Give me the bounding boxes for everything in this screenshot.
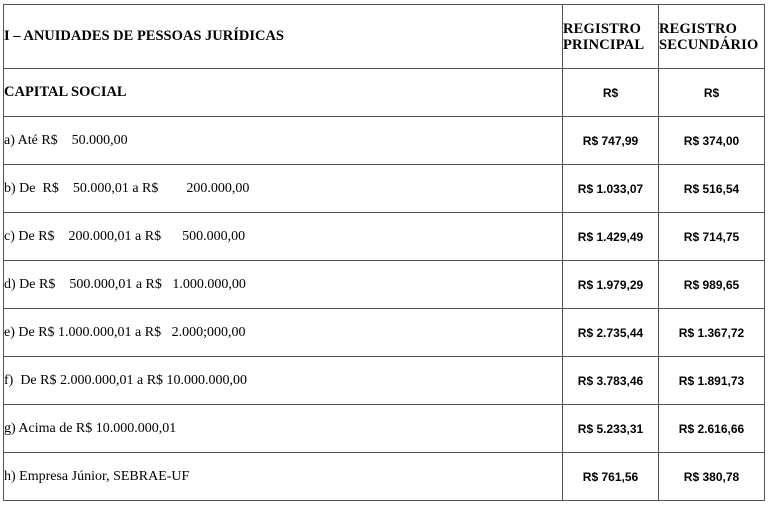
principal-value: R$ 761,56 bbox=[563, 453, 659, 501]
column-header-secundario bbox=[659, 5, 765, 69]
column-header-secundario-line1: REGISTRO bbox=[659, 20, 738, 37]
capital-social-label: CAPITAL SOCIAL bbox=[4, 69, 563, 117]
secundario-value: R$ 714,75 bbox=[659, 213, 765, 261]
principal-value: R$ 747,99 bbox=[563, 117, 659, 165]
principal-value: R$ 1.429,49 bbox=[563, 213, 659, 261]
row-label: h) Empresa Júnior, SEBRAE-UF bbox=[4, 453, 563, 501]
row-label: g) Acima de R$ 10.000.000,01 bbox=[4, 405, 563, 453]
column-header-secundario-line2: SECUNDÁRIO bbox=[659, 36, 759, 53]
currency-label-secundario: R$ bbox=[659, 69, 765, 117]
secundario-value: R$ 516,54 bbox=[659, 165, 765, 213]
table-row bbox=[4, 117, 765, 165]
row-label: f) De R$ 2.000.000,01 a R$ 10.000.000,00 bbox=[4, 357, 563, 405]
principal-value: R$ 3.783,46 bbox=[563, 357, 659, 405]
secundario-value: R$ 1.891,73 bbox=[659, 357, 765, 405]
column-header-principal-line1: REGISTRO bbox=[563, 20, 642, 37]
column-header-principal-line2: PRINCIPAL bbox=[563, 36, 645, 53]
table-title: I – ANUIDADES DE PESSOAS JURÍDICAS bbox=[4, 5, 563, 69]
secundario-value: R$ 380,78 bbox=[659, 453, 765, 501]
principal-value: R$ 2.735,44 bbox=[563, 309, 659, 357]
table-row bbox=[4, 213, 765, 261]
principal-value: R$ 1.979,29 bbox=[563, 261, 659, 309]
secundario-value: R$ 1.367,72 bbox=[659, 309, 765, 357]
secundario-value: R$ 2.616,66 bbox=[659, 405, 765, 453]
row-label: e) De R$ 1.000.000,01 a R$ 2.000;000,00 bbox=[4, 309, 563, 357]
table-row bbox=[4, 357, 765, 405]
table-row bbox=[4, 165, 765, 213]
column-header-principal bbox=[563, 5, 659, 69]
table-row bbox=[4, 405, 765, 453]
row-label: c) De R$ 200.000,01 a R$ 500.000,00 bbox=[4, 213, 563, 261]
table-row bbox=[4, 261, 765, 309]
row-label: d) De R$ 500.000,01 a R$ 1.000.000,00 bbox=[4, 261, 563, 309]
row-label: a) Até R$ 50.000,00 bbox=[4, 117, 563, 165]
principal-value: R$ 1.033,07 bbox=[563, 165, 659, 213]
currency-label-principal: R$ bbox=[563, 69, 659, 117]
row-label: b) De R$ 50.000,01 a R$ 200.000,00 bbox=[4, 165, 563, 213]
annuity-fees-table bbox=[3, 4, 765, 501]
subheader-row bbox=[4, 69, 765, 117]
secundario-value: R$ 989,65 bbox=[659, 261, 765, 309]
table-header-row bbox=[4, 5, 765, 69]
principal-value: R$ 5.233,31 bbox=[563, 405, 659, 453]
secundario-value: R$ 374,00 bbox=[659, 117, 765, 165]
table-row bbox=[4, 453, 765, 501]
table-row bbox=[4, 309, 765, 357]
